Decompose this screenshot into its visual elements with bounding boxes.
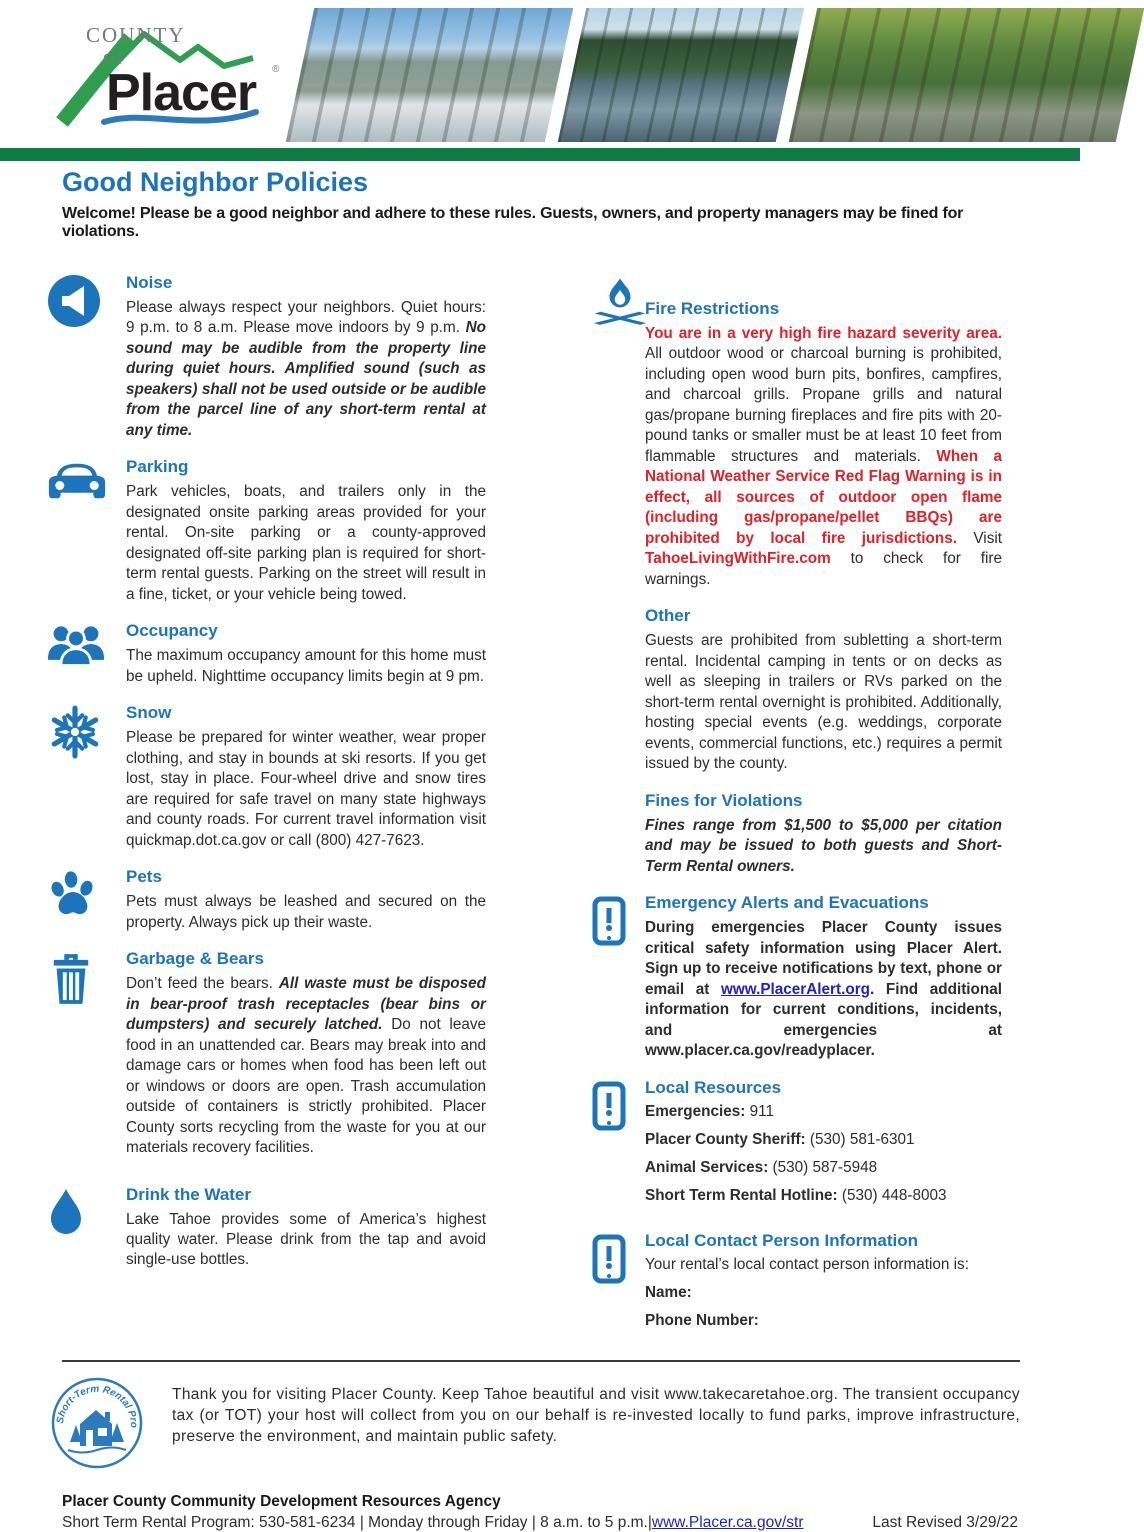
paw-icon [48, 867, 126, 933]
resource-row-emergencies [645, 1103, 1002, 1121]
resource-row-sheriff [645, 1131, 1002, 1149]
page-content [0, 167, 1080, 1356]
photo-winter-village [286, 8, 574, 142]
campfire-icon [592, 273, 645, 590]
resource-label: Placer County Sheriff: [645, 1130, 806, 1148]
noise-body [126, 298, 486, 441]
phone-alert-icon [592, 893, 645, 1061]
snow-body: Please be prepared for winter weather, wear proper clothing, and stay in bounds at ski resorts. If you get lost, stay in place. Four-wheel drive and snow tires are required for safe travel on many state highways and county roads. For current travel information visit quickmap.dot.ca.gov or call (800) 427-7623. [126, 729, 486, 849]
footer-thanks-row [48, 1376, 1020, 1475]
garbage-body [126, 974, 486, 1158]
section-other [592, 606, 1002, 774]
section-pets [48, 867, 486, 933]
water-body: Lake Tahoe provides some of America’s highest quality water. Please drink from the tap and avoid single-use bottles. [126, 1210, 486, 1269]
phone-alert-icon [592, 1231, 645, 1340]
pets-body: Pets must always be leashed and secured on the property. Always pick up their waste. [126, 893, 486, 931]
footer-divider [62, 1360, 1020, 1362]
welcome-line: Welcome! Please be a good neighbor and adhere to these rules. Guests, owners, and property managers may be fined for violations. [62, 205, 964, 240]
resource-value: (530) 581-6301 [805, 1130, 915, 1148]
section-heading-parking: Parking [126, 457, 189, 477]
contact-name-label: Name: [645, 1283, 692, 1301]
section-heading-noise: Noise [126, 273, 173, 292]
resource-row-animal-services [645, 1159, 1002, 1177]
fire-red2: When a National Weather Service Red Flag Warning is in effect, all sources of outdoor open flame (including gas/propane/pellet BBQs) are prohibited by local fire jurisdictions. [645, 447, 1003, 547]
fire-red3-tahoelivingwithfire: TahoeLivingWithFire.com [645, 550, 831, 568]
section-heading-fines: Fines for Violations [645, 790, 803, 810]
fire-body [645, 324, 1002, 590]
fire-text1: All outdoor wood or charcoal burning is prohibited, including open wood burn pits, bonfires, campfires, and charcoal grills. Propane grills and natural gas/propane burning fireplaces and fire pits with 20-pound tanks or smaller must be at least 10 feet from flammable structures and materials. [645, 345, 1002, 465]
section-fire [592, 273, 1002, 590]
footer-contact-text: Short Term Rental Program: 530-581-6234 | Monday through Friday | 8 a.m. to 5 p.m.| [62, 1513, 652, 1531]
left-column [48, 273, 486, 1356]
section-heading-other: Other [645, 606, 691, 626]
page-title: Good Neighbor Policies [62, 167, 369, 197]
section-heading-snow: Snow [126, 703, 172, 723]
logo-of-text: OF [103, 51, 128, 68]
snowflake-icon [48, 703, 126, 851]
contact-phone-label: Phone Number: [645, 1311, 759, 1329]
section-heading-garbage: Garbage & Bears [126, 949, 264, 969]
section-parking [48, 457, 486, 605]
fire-red1: You are in a very high fire hazard severity area. [645, 325, 1002, 342]
section-emergency [592, 893, 1002, 1061]
contact-intro: Your rental’s local contact person information is: [645, 1255, 969, 1273]
section-heading-fire: Fire Restrictions [645, 299, 780, 318]
resource-value: 911 [745, 1102, 774, 1120]
section-occupancy [48, 621, 486, 687]
logo-registered-mark: ® [272, 64, 280, 75]
people-group-icon [48, 621, 126, 687]
emergency-text2: . Find additional information for current conditions, incidents, and emergencies at www.placer.ca.gov/readyplacer. [645, 980, 1002, 1060]
section-local-resources [592, 1078, 1002, 1215]
photo-lake-reflection [558, 8, 804, 142]
contact-name-row [645, 1284, 1002, 1302]
fire-text2: Visit [957, 529, 1002, 547]
section-heading-local-resources: Local Resources [645, 1077, 782, 1097]
noise-text-emphasis: No sound may be audible from the property line during quiet hours. Amplified sound (such as speakers) shall not be used outside or be audible from the parcel line of any short-term rental at any time. [126, 319, 486, 439]
car-icon [48, 457, 126, 605]
resource-label: Emergencies: [645, 1102, 746, 1120]
section-noise [48, 273, 486, 441]
placer-logo-graphic [48, 6, 293, 142]
phone-alert-icon [592, 1078, 645, 1215]
fire-text3: to check for fire warnings. [645, 550, 1002, 588]
agency-name: Placer County Community Development Resources Agency [62, 1492, 501, 1510]
trash-can-icon [48, 949, 126, 1158]
resource-label: Short Term Rental Hotline: [645, 1186, 838, 1204]
placer-county-logo [48, 6, 293, 147]
policy-columns [48, 273, 1002, 1356]
resource-label: Animal Services: [645, 1158, 769, 1176]
speaker-icon [48, 273, 126, 441]
garbage-text-emphasis: All waste must be disposed in bear-proof trash receptacles (bear bins or dumpsters) and securely latched. [126, 975, 486, 1034]
section-heading-local-contact: Local Contact Person Information [645, 1230, 918, 1250]
right-column [592, 273, 1002, 1356]
empty-icon-cell [592, 791, 645, 877]
placer-str-link[interactable]: www.Placer.ca.gov/str [651, 1513, 804, 1531]
thank-you-paragraph: Thank you for visiting Placer County. Keep Tahoe beautiful and visit www.takecaretahoe.org. The transient occupancy tax (or TOT) your host will collect from you on our behalf is re-invested locally to fund parks, improve infrastructure, preserve the environment, and maintain public safety. [172, 1385, 1020, 1446]
section-snow [48, 703, 486, 851]
noise-text-normal: Please always respect your neighbors. Quiet hours: 9 p.m. to 8 a.m. Please move indoors by 9 p.m. [126, 299, 486, 337]
emergency-text1: During emergencies Placer County issues critical safety information using Placer Alert. Sign up to receive notifications by text, phone or email at [645, 919, 1002, 998]
resource-value: (530) 448-8003 [837, 1186, 947, 1204]
section-heading-pets: Pets [126, 867, 162, 887]
section-local-contact [592, 1231, 1002, 1340]
other-body: Guests are prohibited from subletting a short-term rental. Incidental camping in tents or on decks as well as sleeping in trailers or RVs parked on the short-term rental overnight is prohibited. Additionally, hosting special events (e.g. weddings, corporate events, commercial functions, etc.) requires a permit issued by the county. [645, 632, 1002, 773]
section-fines [592, 791, 1002, 877]
contact-phone-row [645, 1312, 1002, 1330]
resource-row-str-hotline [645, 1187, 1002, 1205]
short-term-rental-program-seal [50, 1376, 144, 1475]
empty-icon-cell [592, 606, 645, 774]
parking-body: Park vehicles, boats, and trailers only in the designated onsite parking areas provided for your rental. On-site parking or a county-approved designated off-site parking plan is required for short-term rental guests. Parking on the street will result in a fine, ticket, or your vehicle being towed. [126, 483, 486, 603]
section-heading-emergency: Emergency Alerts and Evacuations [645, 893, 929, 913]
emergency-body [645, 918, 1002, 1061]
footer-contact-line [62, 1514, 1020, 1532]
water-drop-icon [48, 1185, 126, 1271]
seal-arc-text: Short-Term Rental Pro [55, 1383, 140, 1428]
green-divider-band [0, 148, 1080, 161]
header-banner [0, 0, 1080, 150]
section-garbage [48, 949, 486, 1158]
seal-ground-line [68, 1447, 126, 1452]
photo-forest-creek [789, 8, 1144, 142]
logo-placer-text: Placer [106, 64, 257, 122]
footer [0, 1360, 1080, 1532]
placeralert-link[interactable]: www.PlacerAlert.org [720, 980, 870, 998]
section-heading-occupancy: Occupancy [126, 621, 218, 641]
seal-house-icon [70, 1410, 124, 1446]
occupancy-body: The maximum occupancy amount for this home must be upheld. Nighttime occupancy limits begin at 9 pm. [126, 647, 486, 685]
section-water [48, 1185, 486, 1271]
last-revised-date: Last Revised 3/29/22 [872, 1513, 1018, 1531]
resource-value: (530) 587-5948 [768, 1158, 878, 1176]
garbage-text-normal2: Do not leave food in an unattended car. Bears may break into and damage cars or homes when food has been left out or windows or doors are open. Trash accumulation outside of containers is strictly prohibited. Placer County sorts recycling from the waste for you at our materials recovery facilities. [126, 1016, 486, 1157]
garbage-text-normal1: Don’t feed the bears. [126, 975, 279, 993]
section-heading-water: Drink the Water [126, 1184, 252, 1204]
header-photo-strip [286, 8, 1144, 142]
fines-body: Fines range from $1,500 to $5,000 per citation and may be issued to both guests and Short-Term Rental owners. [645, 816, 1002, 875]
logo-county-text: COUNTY [86, 23, 186, 47]
